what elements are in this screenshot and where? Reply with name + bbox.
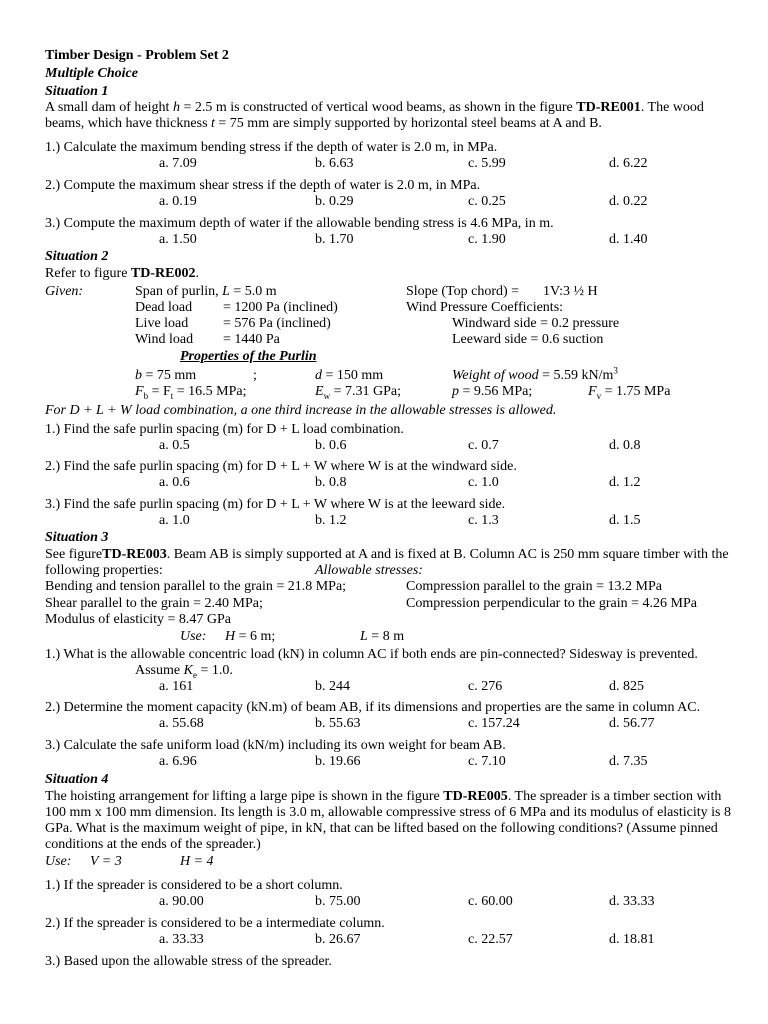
s4-q1-choice-d: d. 33.33 <box>609 894 655 909</box>
situation-4-intro-line-3: GPa. What is the maximum weight of pipe, in kN, that can be lifted based on the following conditions? (Assume pinned <box>45 821 718 836</box>
situation-3-intro-line-1: See figureTD-RE003. Beam AB is simply supported at A and is fixed at B. Column AC is 250 mm square timber with the <box>45 547 729 562</box>
s4-q2-choice-b: b. 26.67 <box>315 932 361 947</box>
dead-load-value: = 1200 Pa (inclined) <box>223 300 338 315</box>
purlin-fb-ft: $F_b = F_t = 16.5$ MPa; <box>135 384 247 401</box>
s3-q1-choice-c: c. 276 <box>468 679 503 694</box>
allowable-stresses-label: Allowable stresses: <box>315 563 423 578</box>
s1-q2-choice-a: a. 0.19 <box>159 194 197 209</box>
dead-load-label: Dead load <box>135 300 193 315</box>
s4-use-h: H = 4 <box>180 854 214 869</box>
s3-use-l: L = 8 m <box>360 629 405 644</box>
span-of-purlin: Span of purlin, L = 5.0 m <box>135 284 277 299</box>
s3-use-h: H = 6 m; <box>225 629 276 644</box>
s3-q1-choice-b: b. 244 <box>315 679 350 694</box>
situation-1-intro-line-1: A small dam of height h = 2.5 m is constructed of vertical wood beams, as shown in the figure TD-RE001. The wood <box>45 100 704 115</box>
s2-q1-choice-a: a. 0.5 <box>159 438 190 453</box>
s3-q2-choice-a: a. 55.68 <box>159 716 204 731</box>
s4-use-v: V = 3 <box>90 854 122 869</box>
situation-2-refer: Refer to figure TD-RE002. <box>45 266 199 281</box>
s4-q2-choice-c: c. 22.57 <box>468 932 513 947</box>
s1-q1-choice-a: a. 7.09 <box>159 156 197 171</box>
s3-question-2: 2.) Determine the moment capacity (kN.m) of beam AB, if its dimensions and properties are the same in column AC. <box>45 700 701 715</box>
situation-4-intro-line-1: The hoisting arrangement for lifting a large pipe is shown in the figure TD-RE005. The spreader is a timber section with <box>45 789 722 804</box>
wind-load-label: Wind load <box>135 332 194 347</box>
s4-question-1: 1.) If the spreader is considered to be a short column. <box>45 878 343 893</box>
situation-1-heading: Situation 1 <box>45 84 109 99</box>
load-combination-note: For D + L + W load combination, a one third increase in the allowable stresses is allowed. <box>45 403 557 418</box>
situation-1-intro-line-2: beams, which have thickness t = 75 mm are simply supported by horizontal steel beams at A and B. <box>45 116 602 131</box>
s3-q3-choice-c: c. 7.10 <box>468 754 506 769</box>
s2-q2-choice-c: c. 1.0 <box>468 475 499 490</box>
s1-q3-choice-c: c. 1.90 <box>468 232 506 247</box>
situation-4-heading: Situation 4 <box>45 772 109 787</box>
compression-parallel-stress: Compression parallel to the grain = 13.2 MPa <box>406 579 662 594</box>
s3-q2-choice-b: b. 55.63 <box>315 716 361 731</box>
s3-use-label: Use: <box>180 629 207 644</box>
live-load-value: = 576 Pa (inclined) <box>223 316 331 331</box>
s4-q1-choice-c: c. 60.00 <box>468 894 513 909</box>
s1-q2-choice-b: b. 0.29 <box>315 194 354 209</box>
s2-q1-choice-c: c. 0.7 <box>468 438 499 453</box>
s3-q2-choice-d: d. 56.77 <box>609 716 655 731</box>
s1-q2-choice-d: d. 0.22 <box>609 194 648 209</box>
purlin-d: d = 150 mm <box>315 368 384 383</box>
s1-question-3: 3.) Compute the maximum depth of water if the allowable bending stress is 4.6 MPa, in m. <box>45 216 554 231</box>
bending-tension-stress: Bending and tension parallel to the grain = 21.8 MPa; <box>45 579 347 594</box>
slope-value: 1V:3 ½ H <box>543 284 598 299</box>
s2-question-1: 1.) Find the safe purlin spacing (m) for D + L load combination. <box>45 422 404 437</box>
s2-q2-choice-d: d. 1.2 <box>609 475 641 490</box>
s1-q1-choice-c: c. 5.99 <box>468 156 506 171</box>
s1-question-2: 2.) Compute the maximum shear stress if the depth of water is 2.0 m, in MPa. <box>45 178 481 193</box>
s1-q3-choice-d: d. 1.40 <box>609 232 648 247</box>
s4-use-label: Use: <box>45 854 72 869</box>
situation-3-intro-line-2: following properties: <box>45 563 163 578</box>
compression-perpendicular-stress: Compression perpendicular to the grain = 4.26 MPa <box>406 596 697 611</box>
windward-coefficient: Windward side = 0.2 pressure <box>452 316 620 331</box>
leeward-coefficient: Leeward side = 0.6 suction <box>452 332 604 347</box>
s3-question-3: 3.) Calculate the safe uniform load (kN/m) including its own weight for beam AB. <box>45 738 506 753</box>
s2-q3-choice-c: c. 1.3 <box>468 513 499 528</box>
s3-q3-choice-a: a. 6.96 <box>159 754 197 769</box>
s1-q1-choice-b: b. 6.63 <box>315 156 354 171</box>
situation-4-intro-line-2: 100 mm x 100 mm dimension. Its length is 3.0 m, allowable compressive stress of 6 MPa and its modulus of elasticity is 8 <box>45 805 731 820</box>
s2-q1-choice-d: d. 0.8 <box>609 438 641 453</box>
s3-q3-choice-b: b. 19.66 <box>315 754 361 769</box>
s4-question-3: 3.) Based upon the allowable stress of the spreader. <box>45 954 332 969</box>
s2-q1-choice-b: b. 0.6 <box>315 438 347 453</box>
s2-question-3: 3.) Find the safe purlin spacing (m) for D + L + W where W is at the leeward side. <box>45 497 506 512</box>
s2-question-2: 2.) Find the safe purlin spacing (m) for D + L + W where W is at the windward side. <box>45 459 517 474</box>
purlin-p: p = 9.56 MPa; <box>452 384 533 399</box>
s2-q3-choice-d: d. 1.5 <box>609 513 641 528</box>
s2-q3-choice-b: b. 1.2 <box>315 513 347 528</box>
document-subtitle: Multiple Choice <box>45 66 138 81</box>
s3-q1-assume: Assume $K_e = 1.0$. <box>135 663 233 680</box>
s4-question-2: 2.) If the spreader is considered to be a intermediate column. <box>45 916 385 931</box>
s4-q1-choice-b: b. 75.00 <box>315 894 361 909</box>
situation-4-intro-line-4: conditions at the ends of the spreader.) <box>45 837 261 852</box>
modulus-of-elasticity: Modulus of elasticity = 8.47 GPa <box>45 612 231 627</box>
document-title: Timber Design - Problem Set 2 <box>45 48 229 63</box>
s3-q1-choice-d: d. 825 <box>609 679 644 694</box>
s3-question-1: 1.) What is the allowable concentric load (kN) in column AC if both ends are pin-connected? Sidesway is prevented. <box>45 647 698 662</box>
live-load-label: Live load <box>135 316 189 331</box>
s3-q2-choice-c: c. 157.24 <box>468 716 520 731</box>
s2-q2-choice-b: b. 0.8 <box>315 475 347 490</box>
slope-label: Slope (Top chord) = <box>406 284 520 299</box>
s2-q2-choice-a: a. 0.6 <box>159 475 190 490</box>
situation-3-heading: Situation 3 <box>45 530 109 545</box>
s1-q3-choice-a: a. 1.50 <box>159 232 197 247</box>
s4-q2-choice-d: d. 18.81 <box>609 932 655 947</box>
purlin-fv: $F_v = 1.75$ MPa <box>588 384 671 401</box>
s1-q3-choice-b: b. 1.70 <box>315 232 354 247</box>
s2-q3-choice-a: a. 1.0 <box>159 513 190 528</box>
s4-q2-choice-a: a. 33.33 <box>159 932 204 947</box>
wind-load-value: = 1440 Pa <box>223 332 280 347</box>
given-label: Given: <box>45 284 84 299</box>
purlin-properties-heading: Properties of the Purlin <box>180 349 317 364</box>
wind-pressure-coefficients: Wind Pressure Coefficients: <box>406 300 564 315</box>
s1-question-1: 1.) Calculate the maximum bending stress if the depth of water is 2.0 m, in MPa. <box>45 140 498 155</box>
purlin-ew: $E_w = 7.31$ GPa; <box>315 384 401 401</box>
shear-parallel-stress: Shear parallel to the grain = 2.40 MPa; <box>45 596 263 611</box>
purlin-weight-of-wood: Weight of wood = 5.59 $kN/m^3$ <box>452 365 618 383</box>
s1-q2-choice-c: c. 0.25 <box>468 194 506 209</box>
situation-2-heading: Situation 2 <box>45 249 109 264</box>
s3-q1-choice-a: a. 161 <box>159 679 194 694</box>
s1-q1-choice-d: d. 6.22 <box>609 156 648 171</box>
s4-q1-choice-a: a. 90.00 <box>159 894 204 909</box>
purlin-semicolon: ; <box>253 368 257 383</box>
s3-q3-choice-d: d. 7.35 <box>609 754 648 769</box>
purlin-b: b = 75 mm <box>135 368 197 383</box>
